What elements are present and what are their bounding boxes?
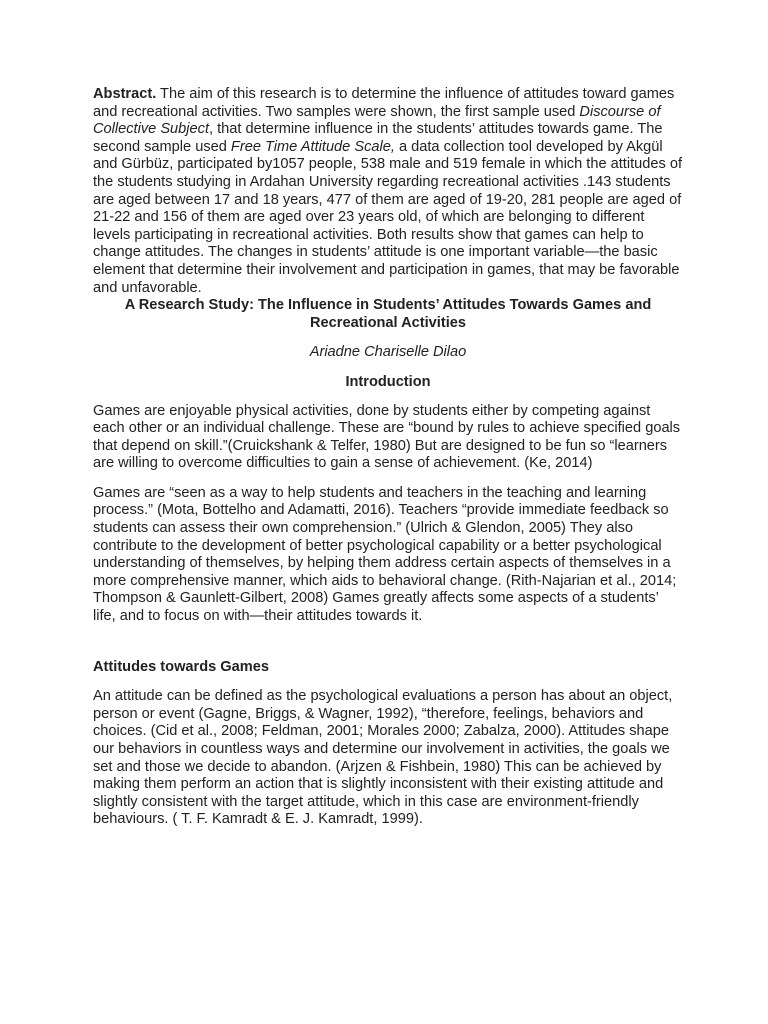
abstract-text-3: a data collection tool developed by Akgül and Gürbüz, participated by1057 people, 538 male and 519 female in which the attitudes of the students studying in Ardahan University regarding recreational activities .143 students are aged between 17 and 18 years, 477 of them are aged of 19-20, 281 people are aged of 21-22 and 156 of them are aged over 23 years old, of which are belonging to different levels participating in recreational activities. Both results show that games can help to change attitudes. The changes in students’ attitude is one important variable—the basic element that determine their involvement and participation in games, that may be favorable and unfavorable. [93, 138, 683, 296]
abstract-italic-1: Discourse of Collective Subject [93, 103, 661, 138]
abstract-italic-2: Free Time Attitude Scale, [230, 138, 395, 155]
introduction-paragraph-2: Games are “seen as a way to help students and teachers in the teaching and learning process.” (Mota, Bottelho and Adamatti, 2016). Teachers “provide immediate feedback so students can assess their own comprehension.” (Ulrich & Glendon, 2005) They also contribute to the development of better psychological capability or a better psychological understanding of themselves, by helping them address certain aspects of themselves in a more comprehensive manner, which aids to behavioral change. (Rith-Najarian et al., 2014; Thompson & Gaunlett-Gilbert, 2008) Games greatly affects some aspects of a students’ life, and to focus on with—their attitudes towards it. [93, 484, 677, 625]
abstract-text-2: , that determine influence in the students’ attitudes towards game. The second sample used [93, 121, 663, 155]
document-page [93, 86, 683, 829]
abstract-label: Abstract. [93, 86, 157, 102]
introduction-paragraph-1: Games are enjoyable physical activities, done by students either by competing against each other or an individual challenge. These are “bound by rules to achieve specified goals that depend on skill.”(Cruickshank & Telfer, 1980) But are designed to be fun so “learners are willing to overcome difficulties to gain a sense of achievement. (Ke, 2014) [93, 402, 681, 472]
author-name: Ariadne Chariselle Dilao [309, 344, 467, 361]
attitudes-heading: Attitudes towards Games [93, 658, 269, 675]
abstract-text-1: The aim of this research is to determine the influence of attitudes toward games and recreational activities. Two samples were shown, the first sample used [93, 86, 675, 120]
introduction-heading: Introduction [345, 373, 431, 390]
attitudes-paragraph-1: An attitude can be defined as the psychological evaluations a person has about an object, person or event (Gagne, Briggs, & Wagner, 1992), “therefore, feelings, behaviors and choices. (Cid et al., 2008; Feldman, 2001; Morales 2000; Zabalza, 2000). Attitudes shape our behaviors in countless ways and determine our involvement in activities, the goals we set and those we decide to abandon. (Arjzen & Fishbein, 1980) This can be achieved by making them perform an action that is slightly inconsistent with their existing attitude and slightly consistent with the target attitude, which in this case are environment-friendly behaviours. ( T. F. Kamradt & E. J. Kamradt, 1999). [93, 688, 673, 828]
paper-title: A Research Study: The Influence in Students’ Attitudes Towards Games and Recreational Activities [124, 297, 652, 331]
abstract-paragraph [93, 86, 683, 297]
